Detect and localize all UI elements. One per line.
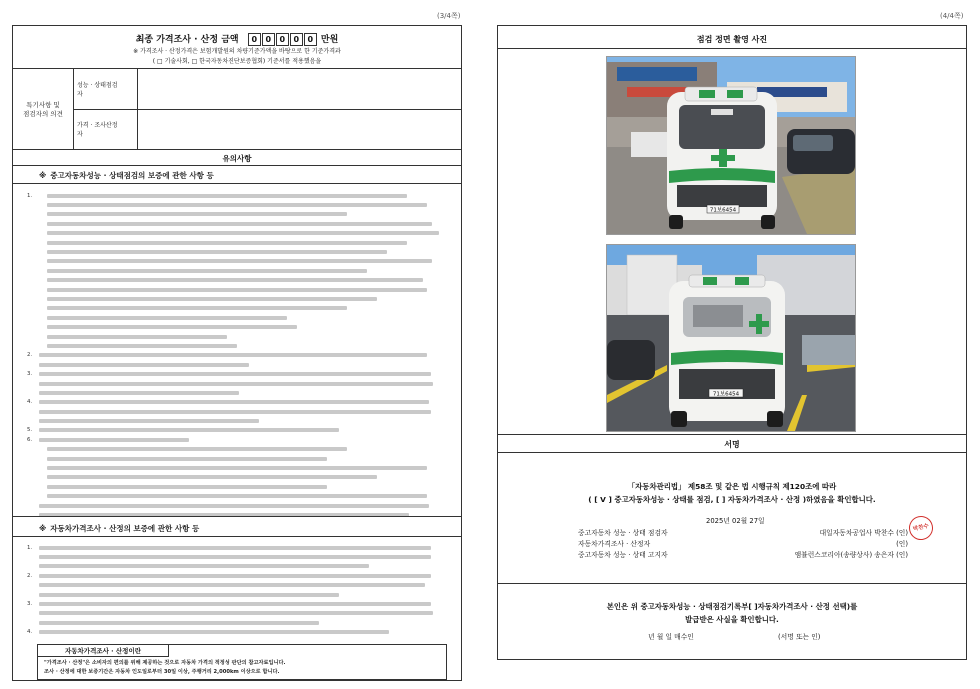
signer-row-inspector: [578, 527, 908, 538]
amount-unit: 만원: [320, 35, 339, 45]
fine-print-line: [27, 257, 447, 266]
section2-title: ※ 자동차가격조사 · 산정의 보증에 관한 사항 등: [39, 524, 200, 533]
amount-digit-box: 0: [276, 33, 289, 46]
special-notes-table: [13, 68, 461, 150]
special-notes-label: 특기사항 및 점검자의 의견: [13, 69, 74, 149]
fine-print-line: [27, 341, 447, 350]
ambulance-front-photo: [607, 57, 855, 234]
fine-print-line: [27, 247, 447, 256]
signature-section-title: 서명: [724, 440, 740, 449]
divider: [498, 452, 966, 453]
fine-print-line: [27, 407, 447, 416]
price-basis-line: ※ 가격조사 · 산정가격은 보험개발원의 차량기준가액을 바탕으로 한 기준가격과: [133, 48, 341, 55]
signer-list: [578, 527, 908, 560]
fine-print-line: [27, 445, 447, 454]
fine-print-line: 3.: [27, 369, 447, 378]
fine-print-line: [27, 219, 447, 228]
receipt-line-1: 본인은 위 중고자동차성능 · 상태점검기록부[ ]자동차가격조사 · 산정 선택)를: [606, 602, 858, 611]
seal-stamp: [907, 514, 935, 542]
fine-print-line: [27, 379, 447, 388]
definition-line-2: 조사 · 산정에 대한 보증기간은 자동차 인도일로부터 30일 이상, 주행거리 2,000km 이상으로 합니다.: [44, 669, 280, 675]
fine-print-line: 6.: [27, 435, 447, 444]
fine-print-line: 4.: [27, 398, 447, 407]
fine-print-line: [27, 416, 447, 425]
fine-print-line: [27, 388, 447, 397]
fine-print-line: [27, 313, 447, 322]
divider: [13, 536, 461, 537]
fine-print-line: 1.: [27, 543, 447, 552]
amount-digit-box: 0: [248, 33, 261, 46]
performance-record-page-3: [12, 25, 462, 681]
signer-role: 자동차가격조사 · 산정자: [578, 540, 651, 548]
divider: [13, 165, 461, 166]
fine-print-line: [27, 276, 447, 285]
fine-print-line: [27, 562, 447, 571]
fine-print-line: 5.: [27, 426, 447, 435]
section2-body: [27, 543, 447, 637]
signer-role: 중고자동차 성능 · 상태 고지자: [578, 551, 668, 559]
photo2-plate: 71보6454: [712, 391, 740, 398]
page-number-left: (3/4쪽): [437, 12, 461, 20]
fine-print-line: [27, 360, 447, 369]
fine-print-line: [27, 473, 447, 482]
fine-print-line: [27, 463, 447, 472]
fine-print-line: [27, 304, 447, 313]
receipt-signature: (서명 또는 인): [778, 633, 821, 641]
performance-record-page-4: [497, 25, 967, 660]
law-basis-line: 「자동차관리법」 제58조 및 같은 법 시행규칙 제120조에 따라: [627, 482, 837, 491]
divider: [13, 516, 461, 517]
fine-print-line: 2.: [27, 571, 447, 580]
fine-print-line: [27, 581, 447, 590]
check-confirmation-line: ( [ V ] 중고자동차성능 · 상태를 점검, [ ] 자동차가격조사 · 산정 )하였음을 확인합니다.: [588, 495, 876, 504]
amount-digit-box: 0: [304, 33, 317, 46]
amount-digit-box: 0: [262, 33, 275, 46]
definition-box-title: 자동차가격조사 · 산정이란: [38, 644, 169, 657]
receipt-date: 년 월 일 매수인: [648, 633, 694, 641]
front-photo-2: [606, 244, 856, 432]
price-check-label: 가격 · 조사산정 자: [73, 109, 138, 149]
fine-print-line: [27, 618, 447, 627]
signer-name: 앰뷸런스코리아(송량상사) 송은자 (인): [794, 551, 908, 559]
seal-stamp-text: 박찬수: [912, 523, 930, 533]
page-number-right: (4/4쪽): [940, 12, 964, 20]
fine-print-line: 3.: [27, 599, 447, 608]
fine-print-line: [27, 482, 447, 491]
fine-print-line: [27, 285, 447, 294]
fine-print-line: [27, 238, 447, 247]
final-price-row: [13, 32, 461, 46]
fine-print-line: [27, 210, 447, 219]
fine-print-line: [27, 510, 447, 519]
fine-print-line: [27, 492, 447, 501]
amount-digit-box: 0: [290, 33, 303, 46]
fine-print-line: [27, 609, 447, 618]
price-survey-definition-box: [37, 644, 447, 680]
fine-print-line: [27, 454, 447, 463]
fine-print-line: 4.: [27, 628, 447, 637]
fine-print-line: [27, 322, 447, 331]
divider: [498, 434, 966, 435]
signer-name: (인): [896, 540, 908, 548]
amount-boxes: [248, 35, 318, 45]
perf-check-label: 성능 · 상태점검 자: [73, 69, 138, 110]
divider: [498, 583, 966, 584]
divider: [498, 48, 966, 49]
fine-print-line: [27, 590, 447, 599]
signer-name: 대일자동차공업사 박찬수 (인): [819, 529, 908, 537]
price-standard-checkbox-line: ( □ 기술사회, □ 한국자동차진단보증협회) 기준서를 적용했음을: [152, 58, 322, 65]
photo1-plate: 71보6454: [709, 207, 737, 214]
fine-print-line: [27, 200, 447, 209]
sign-date: 2025년 02월 27일: [706, 517, 765, 525]
ambulance-rear-photo: [607, 245, 855, 431]
fine-print-line: [27, 229, 447, 238]
section1-body: [27, 191, 447, 520]
final-price-label: 최종 가격조사 · 산정 금액: [135, 35, 239, 45]
photo-section-title: 점검 정면 촬영 사진: [696, 35, 768, 44]
notice-title: 유의사항: [222, 154, 252, 163]
fine-print-line: 1.: [27, 191, 447, 200]
fine-print-line: [27, 294, 447, 303]
definition-line-1: "가격조사 · 산정"은 소비자의 편의를 위해 제공하는 것으로 자동차 가격의 적정성 판단의 참고자료입니다.: [44, 660, 286, 666]
signer-role: 중고자동차 성능 · 상태 점검자: [578, 529, 668, 537]
fine-print-line: [27, 332, 447, 341]
section1-title: ※ 중고자동차성능 · 상태점검의 보증에 관한 사항 등: [39, 171, 214, 180]
signer-row-appraiser: [578, 538, 908, 549]
divider: [13, 183, 461, 184]
receipt-line-2: 발급받은 사실을 확인합니다.: [685, 615, 779, 624]
front-photo-1: [606, 56, 856, 235]
notes-divider: [138, 109, 461, 110]
fine-print-line: [27, 552, 447, 561]
fine-print-line: 2.: [27, 351, 447, 360]
fine-print-line: [27, 266, 447, 275]
signer-row-notifier: [578, 549, 908, 560]
fine-print-line: [27, 501, 447, 510]
